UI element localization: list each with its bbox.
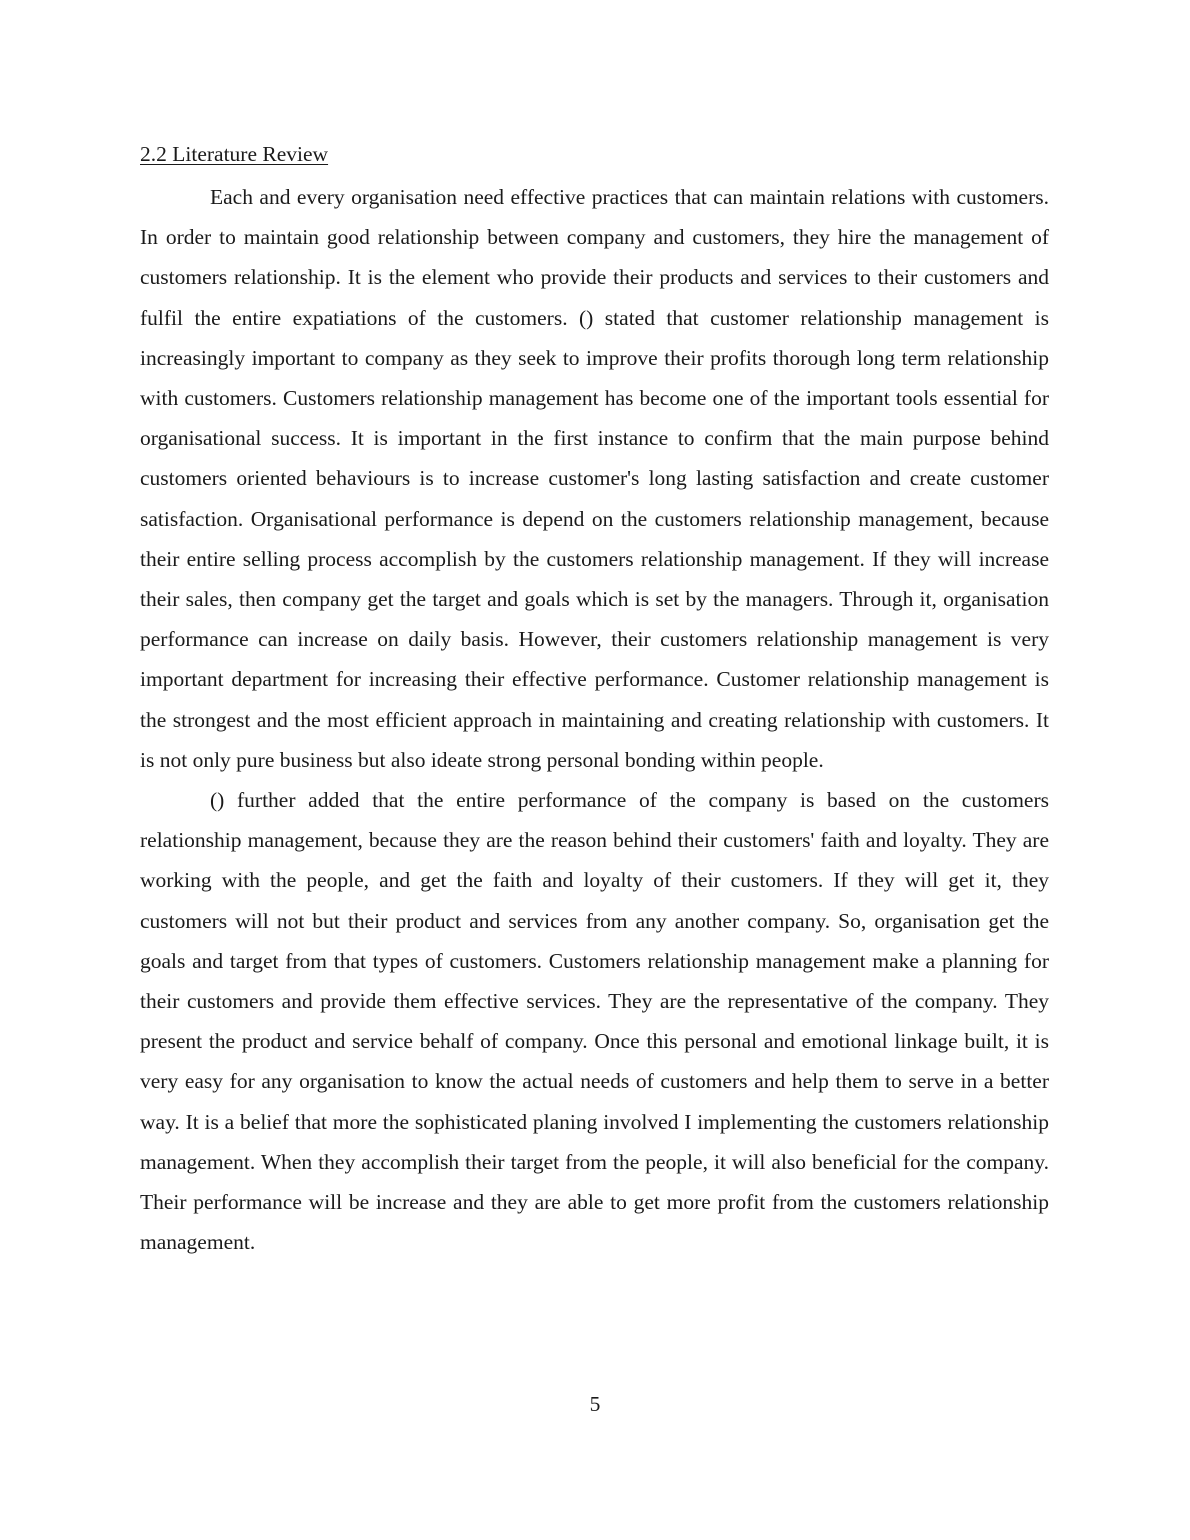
page-content — [140, 137, 1049, 1262]
paragraph-1: Each and every organisation need effective practices that can maintain relations with customers. In order to maintain good relationship between company and customers, they hire the management of customers relationship. It is the element who provide their products and services to their customers and fulfil the entire expatiations of the customers. () stated that customer relationship management is increasingly important to company as they seek to improve their profits thorough long term relationship with customers. Customers relationship management has become one of the important tools essential for organisational success. It is important in the first instance to confirm that the main purpose behind customers oriented behaviours is to increase customer's long lasting satisfaction and create customer satisfaction. Organisational performance is depend on the customers relationship management, because their entire selling process accomplish by the customers relationship management. If they will increase their sales, then company get the target and goals which is set by the managers. Through it, organisation performance can increase on daily basis. However, their customers relationship management is very important department for increasing their effective performance. Customer relationship management is the strongest and the most efficient approach in maintaining and creating relationship with customers. It is not only pure business but also ideate strong personal bonding within people. — [140, 185, 1049, 772]
paragraph-2: () further added that the entire performance of the company is based on the customers relationship management, because they are the reason behind their customers' faith and loyalty. They are working with the people, and get the faith and loyalty of their customers. If they will get it, they customers will not but their product and services from any another company. So, organisation get the goals and target from that types of customers. Customers relationship management make a planning for their customers and provide them effective services. They are the representative of the company. They present the product and service behalf of company. Once this personal and emotional linkage built, it is very easy for any organisation to know the actual needs of customers and help them to serve in a better way. It is a belief that more the sophisticated planing involved I implementing the customers relationship management. When they accomplish their target from the people, it will also beneficial for the company. Their performance will be increase and they are able to get more profit from the customers relationship management. — [140, 788, 1049, 1255]
section-heading: 2.2 Literature Review — [140, 142, 329, 166]
page-number: 5 — [589, 1392, 601, 1416]
